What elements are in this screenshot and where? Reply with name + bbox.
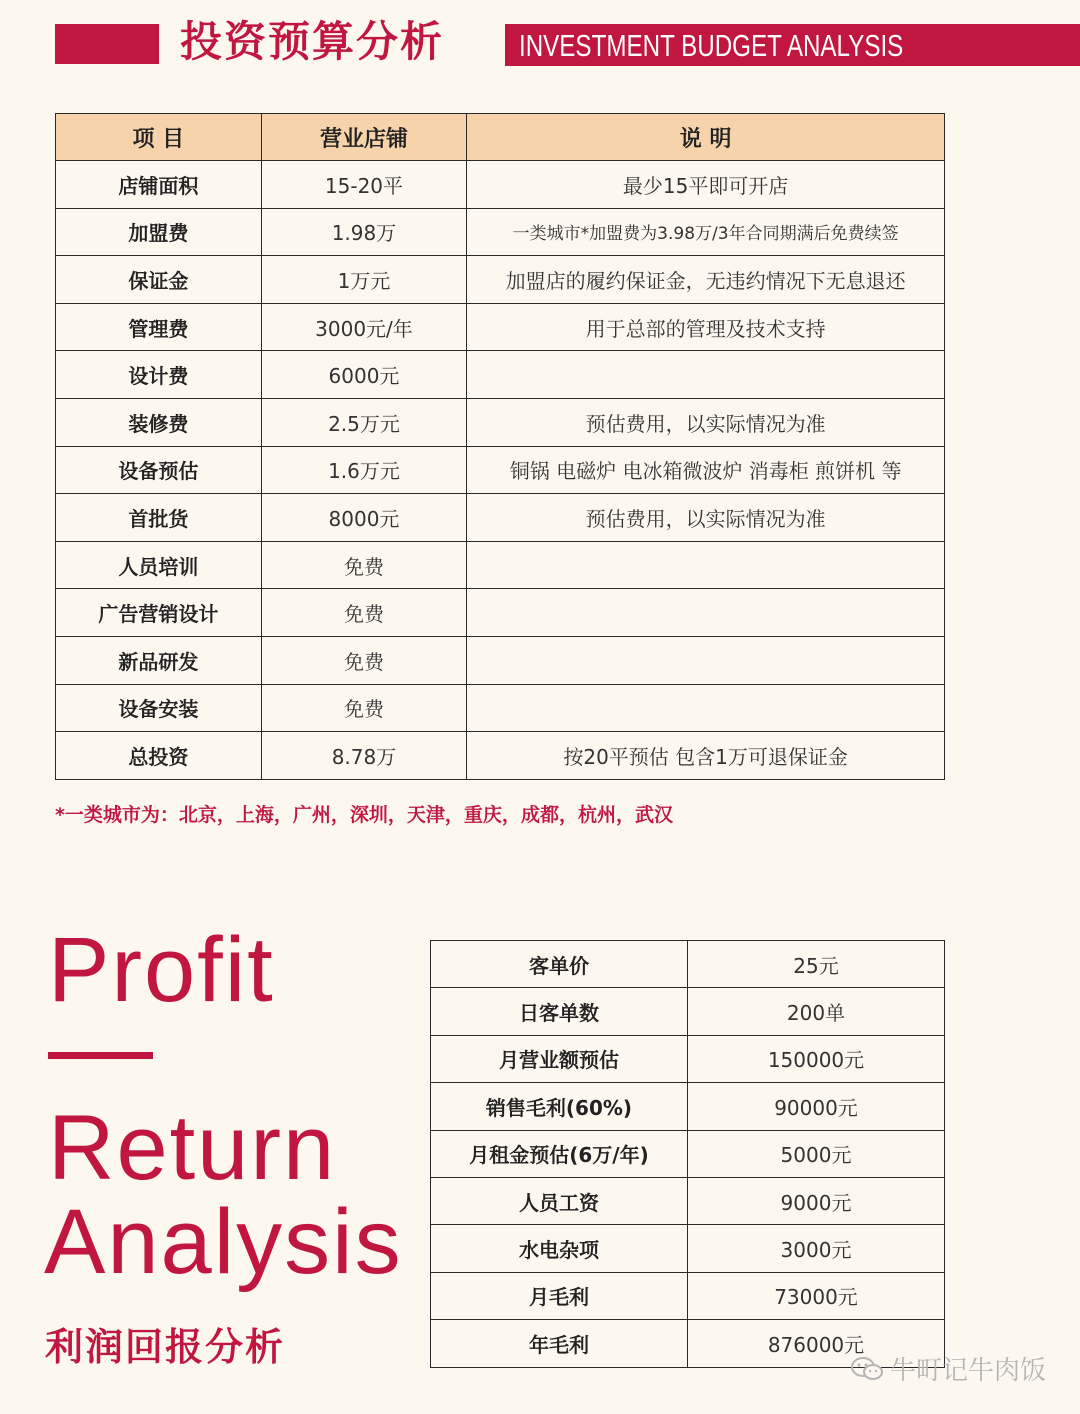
profit-label: 人员工资 xyxy=(431,1177,688,1224)
row-item: 店铺面积 xyxy=(56,161,262,209)
page-title-en: INVESTMENT BUDGET ANALYSIS xyxy=(519,28,904,63)
heading-divider xyxy=(48,1052,153,1059)
budget-table-header xyxy=(56,114,945,161)
table-row xyxy=(431,1272,945,1319)
row-item: 加盟费 xyxy=(56,208,262,256)
row-value: 免费 xyxy=(261,636,467,684)
row-value: 免费 xyxy=(261,541,467,589)
row-value: 2.5万元 xyxy=(261,398,467,446)
table-row xyxy=(56,161,945,209)
table-row xyxy=(431,1225,945,1272)
profit-value: 150000元 xyxy=(688,1035,945,1082)
profit-label: 销售毛利(60%) xyxy=(431,1083,688,1130)
table-row xyxy=(431,941,945,988)
table-row xyxy=(56,732,945,780)
profit-value: 200单 xyxy=(688,988,945,1035)
row-value: 1.6万元 xyxy=(261,446,467,494)
row-value: 1万元 xyxy=(261,256,467,304)
table-row xyxy=(56,541,945,589)
row-item: 设计费 xyxy=(56,351,262,399)
table-row xyxy=(56,208,945,256)
city-footnote: *一类城市为：北京，上海，广州，深圳，天津，重庆，成都，杭州，武汉 xyxy=(55,804,673,826)
profit-heading: Profit xyxy=(48,919,275,1021)
table-row xyxy=(431,1035,945,1082)
row-item: 人员培训 xyxy=(56,541,262,589)
row-value: 15-20平 xyxy=(261,161,467,209)
row-item: 设备安装 xyxy=(56,684,262,732)
row-note: 预估费用，以实际情况为准 xyxy=(467,398,945,446)
profit-label: 月毛利 xyxy=(431,1272,688,1319)
table-row xyxy=(56,303,945,351)
row-item: 总投资 xyxy=(56,732,262,780)
row-value: 8000元 xyxy=(261,494,467,542)
title-en-banner xyxy=(505,24,1080,66)
profit-value: 876000元 xyxy=(688,1320,945,1367)
table-row xyxy=(56,351,945,399)
row-note xyxy=(467,351,945,399)
profit-value: 25元 xyxy=(688,941,945,988)
row-note xyxy=(467,589,945,637)
row-item: 广告营销设计 xyxy=(56,589,262,637)
watermark-text: 牛町记牛肉饭 xyxy=(889,1356,1046,1386)
profit-title-cn: 利润回报分析 xyxy=(45,1325,286,1369)
table-row xyxy=(431,1130,945,1177)
profit-value: 73000元 xyxy=(688,1272,945,1319)
row-item: 管理费 xyxy=(56,303,262,351)
row-value: 免费 xyxy=(261,589,467,637)
row-note: 预估费用，以实际情况为准 xyxy=(467,494,945,542)
row-value: 1.98万 xyxy=(261,208,467,256)
table-row xyxy=(56,636,945,684)
table-row xyxy=(56,684,945,732)
row-value: 3000元/年 xyxy=(261,303,467,351)
row-value: 8.78万 xyxy=(261,732,467,780)
col-header-item: 项 目 xyxy=(56,114,262,161)
profit-label: 日客单数 xyxy=(431,988,688,1035)
row-item: 设备预估 xyxy=(56,446,262,494)
profit-label: 水电杂项 xyxy=(431,1225,688,1272)
row-note: 一类城市*加盟费为3.98万/3年合同期满后免费续签 xyxy=(467,208,945,256)
page-title: 投资预算分析 xyxy=(180,17,445,66)
row-value: 免费 xyxy=(261,684,467,732)
col-header-note: 说 明 xyxy=(467,114,945,161)
return-heading: Return xyxy=(48,1097,337,1199)
row-item: 装修费 xyxy=(56,398,262,446)
row-note: 加盟店的履约保证金，无违约情况下无息退还 xyxy=(467,256,945,304)
row-note: 用于总部的管理及技术支持 xyxy=(467,303,945,351)
table-row xyxy=(56,589,945,637)
profit-label: 年毛利 xyxy=(431,1320,688,1367)
row-note: 按20平预估 包含1万可退保证金 xyxy=(467,732,945,780)
table-row xyxy=(56,398,945,446)
row-item: 保证金 xyxy=(56,256,262,304)
row-value: 6000元 xyxy=(261,351,467,399)
table-row xyxy=(56,446,945,494)
profit-value: 5000元 xyxy=(688,1130,945,1177)
watermark xyxy=(850,1350,1046,1387)
row-note: 铜锅 电磁炉 电冰箱微波炉 消毒柜 煎饼机 等 xyxy=(467,446,945,494)
table-row xyxy=(431,988,945,1035)
profit-table xyxy=(430,940,945,1368)
row-note xyxy=(467,541,945,589)
profit-label: 月营业额预估 xyxy=(431,1035,688,1082)
table-row xyxy=(431,1083,945,1130)
wechat-icon xyxy=(850,1356,884,1382)
accent-bar-left xyxy=(55,24,159,64)
profit-label: 客单价 xyxy=(431,941,688,988)
row-item: 首批货 xyxy=(56,494,262,542)
profit-value: 90000元 xyxy=(688,1083,945,1130)
budget-table xyxy=(55,113,945,780)
table-row xyxy=(56,494,945,542)
row-note xyxy=(467,636,945,684)
row-item: 新品研发 xyxy=(56,636,262,684)
row-note: 最少15平即可开店 xyxy=(467,161,945,209)
profit-label: 月租金预估(6万/年) xyxy=(431,1130,688,1177)
analysis-heading: Analysis xyxy=(44,1191,403,1293)
profit-value: 9000元 xyxy=(688,1177,945,1224)
table-row xyxy=(56,256,945,304)
profit-value: 3000元 xyxy=(688,1225,945,1272)
col-header-store: 营业店铺 xyxy=(261,114,467,161)
table-row xyxy=(431,1177,945,1224)
row-note xyxy=(467,684,945,732)
